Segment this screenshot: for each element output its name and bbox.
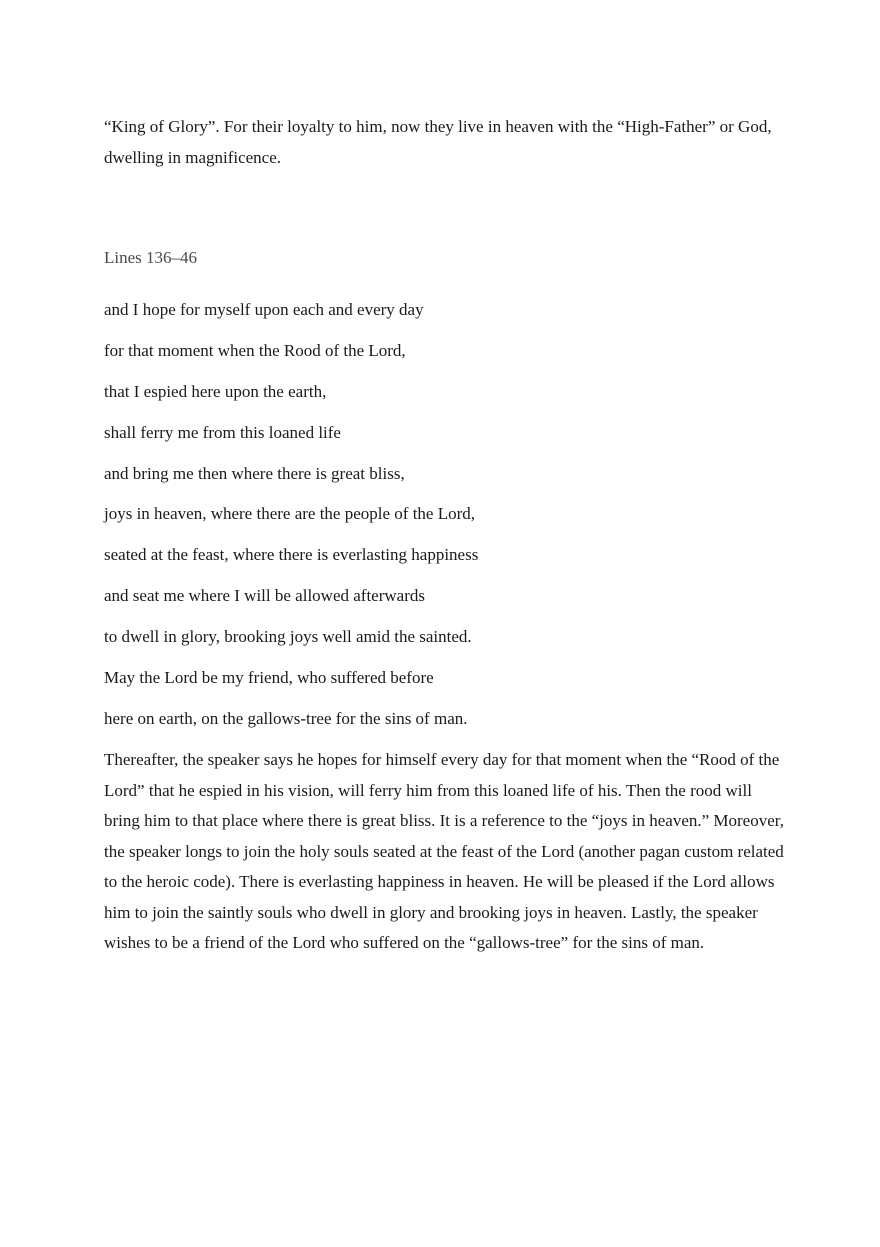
poem-line: seated at the feast, where there is everlasting happiness <box>104 545 479 565</box>
section-heading: Lines 136–46 <box>104 248 198 267</box>
poem-line: that I espied here upon the earth, <box>104 381 327 401</box>
poem-line: and seat me where I will be allowed afterwards <box>104 586 425 606</box>
commentary-paragraph: Thereafter, the speaker says he hopes for himself every day for that moment when the “Rood of the Lord” that he espied in his vision, will ferry him from this loaned life of his. Then the rood will bring him to that place where there is great bliss. It is a reference to the “joys in heaven.” Moreover, the speaker longs to join the holy souls seated at the feast of the Lord (another pagan custom related to the heroic code). There is everlasting happiness in heaven. He will be pleased if the Lord allows him to join the saintly souls who dwell in glory and brooking joys in heaven. Lastly, the speaker wishes to be a friend of the Lord who suffered on the “gallows-tree” for the sins of man. <box>104 750 785 952</box>
poem-line: for that moment when the Rood of the Lord, <box>104 340 406 360</box>
poem-line: to dwell in glory, brooking joys well amid the sainted. <box>104 627 472 647</box>
poem-line: shall ferry me from this loaned life <box>104 422 341 442</box>
poem-line: May the Lord be my friend, who suffered before <box>104 668 434 688</box>
poem-line: and bring me then where there is great bliss, <box>104 463 405 483</box>
poem-line: here on earth, on the gallows-tree for the sins of man. <box>104 708 468 728</box>
intro-paragraph: “King of Glory”. For their loyalty to him, now they live in heaven with the “High-Father” or God, dwelling in magnificence. <box>104 117 772 167</box>
poem-line: and I hope for myself upon each and every day <box>104 300 424 319</box>
poem-line: joys in heaven, where there are the people of the Lord, <box>104 504 476 524</box>
poem-excerpt <box>104 298 784 748</box>
